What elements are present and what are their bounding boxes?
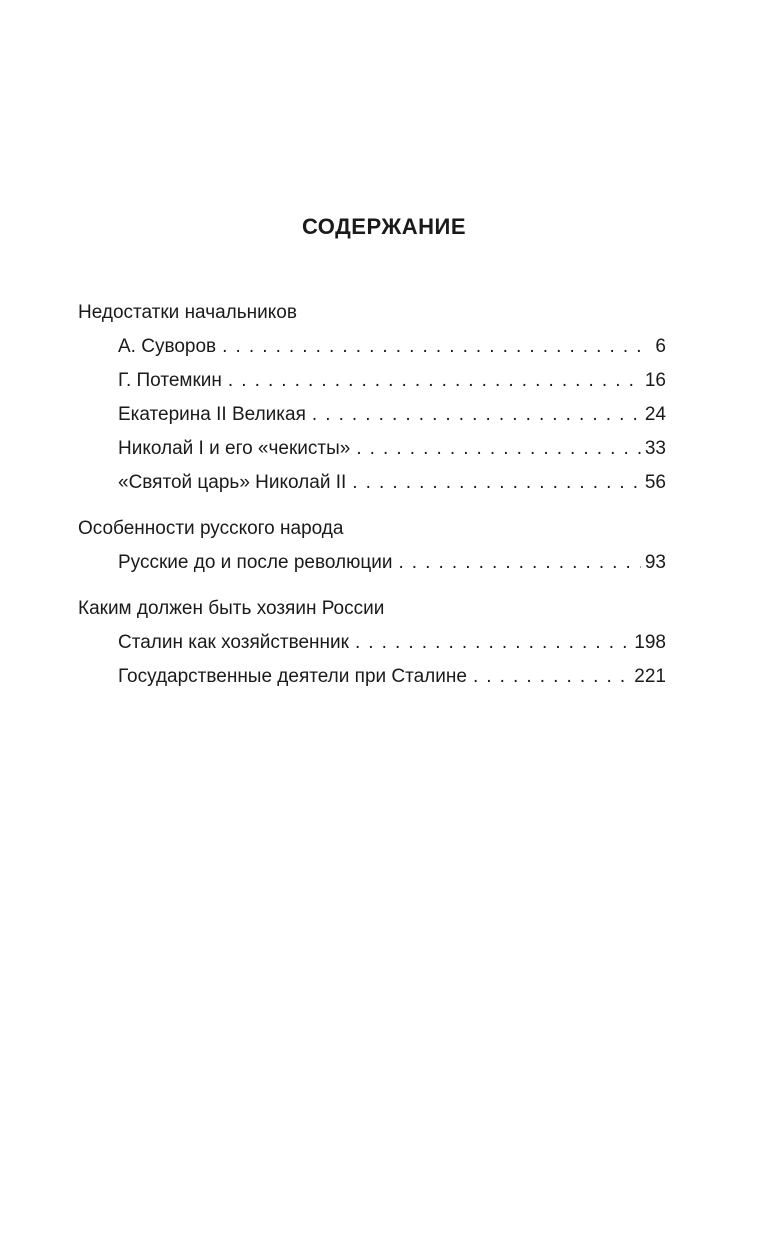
entry-page-number: 221 — [634, 666, 666, 687]
dot-leader — [398, 546, 640, 580]
toc-section — [78, 296, 666, 500]
toc-entry — [78, 432, 666, 466]
toc-entry — [78, 626, 666, 660]
dot-leader — [312, 398, 641, 432]
toc-entry — [78, 660, 666, 694]
toc-title: СОДЕРЖАНИЕ — [301, 214, 467, 239]
toc-entry — [78, 330, 666, 364]
toc-entry — [78, 398, 666, 432]
entry-page-number: 198 — [634, 632, 666, 653]
entry-title: Г. Потемкин — [118, 370, 222, 391]
entry-page-number: 93 — [644, 552, 666, 573]
entry-page-number: 56 — [644, 472, 666, 493]
entry-title: Николай I и его «чекисты» — [118, 438, 351, 459]
dot-leader — [222, 330, 651, 364]
section-heading: Недостатки начальников — [78, 302, 297, 323]
section-heading: Особенности русского народа — [78, 518, 344, 539]
dot-leader — [352, 466, 641, 500]
dot-leader — [356, 432, 641, 466]
section-heading: Каким должен быть хозяин России — [78, 598, 385, 619]
toc-section — [78, 512, 666, 580]
toc-entry — [78, 546, 666, 580]
dot-leader — [355, 626, 630, 660]
entry-title: Екатерина II Великая — [118, 404, 306, 425]
toc-section — [78, 592, 666, 694]
table-of-contents — [78, 296, 666, 706]
entry-title: Русские до и после революции — [118, 552, 393, 573]
toc-entry — [78, 466, 666, 500]
entry-page-number: 16 — [644, 370, 666, 391]
entry-page-number: 24 — [644, 404, 666, 425]
entry-title: Сталин как хозяйственник — [118, 632, 349, 653]
dot-leader — [473, 660, 630, 694]
entry-title: «Святой царь» Николай II — [118, 472, 347, 493]
entry-title: Государственные деятели при Сталине — [118, 666, 467, 687]
entry-page-number: 33 — [644, 438, 666, 459]
entry-page-number: 6 — [655, 336, 666, 357]
toc-entry — [78, 364, 666, 398]
dot-leader — [228, 364, 641, 398]
entry-title: А. Суворов — [118, 336, 217, 357]
